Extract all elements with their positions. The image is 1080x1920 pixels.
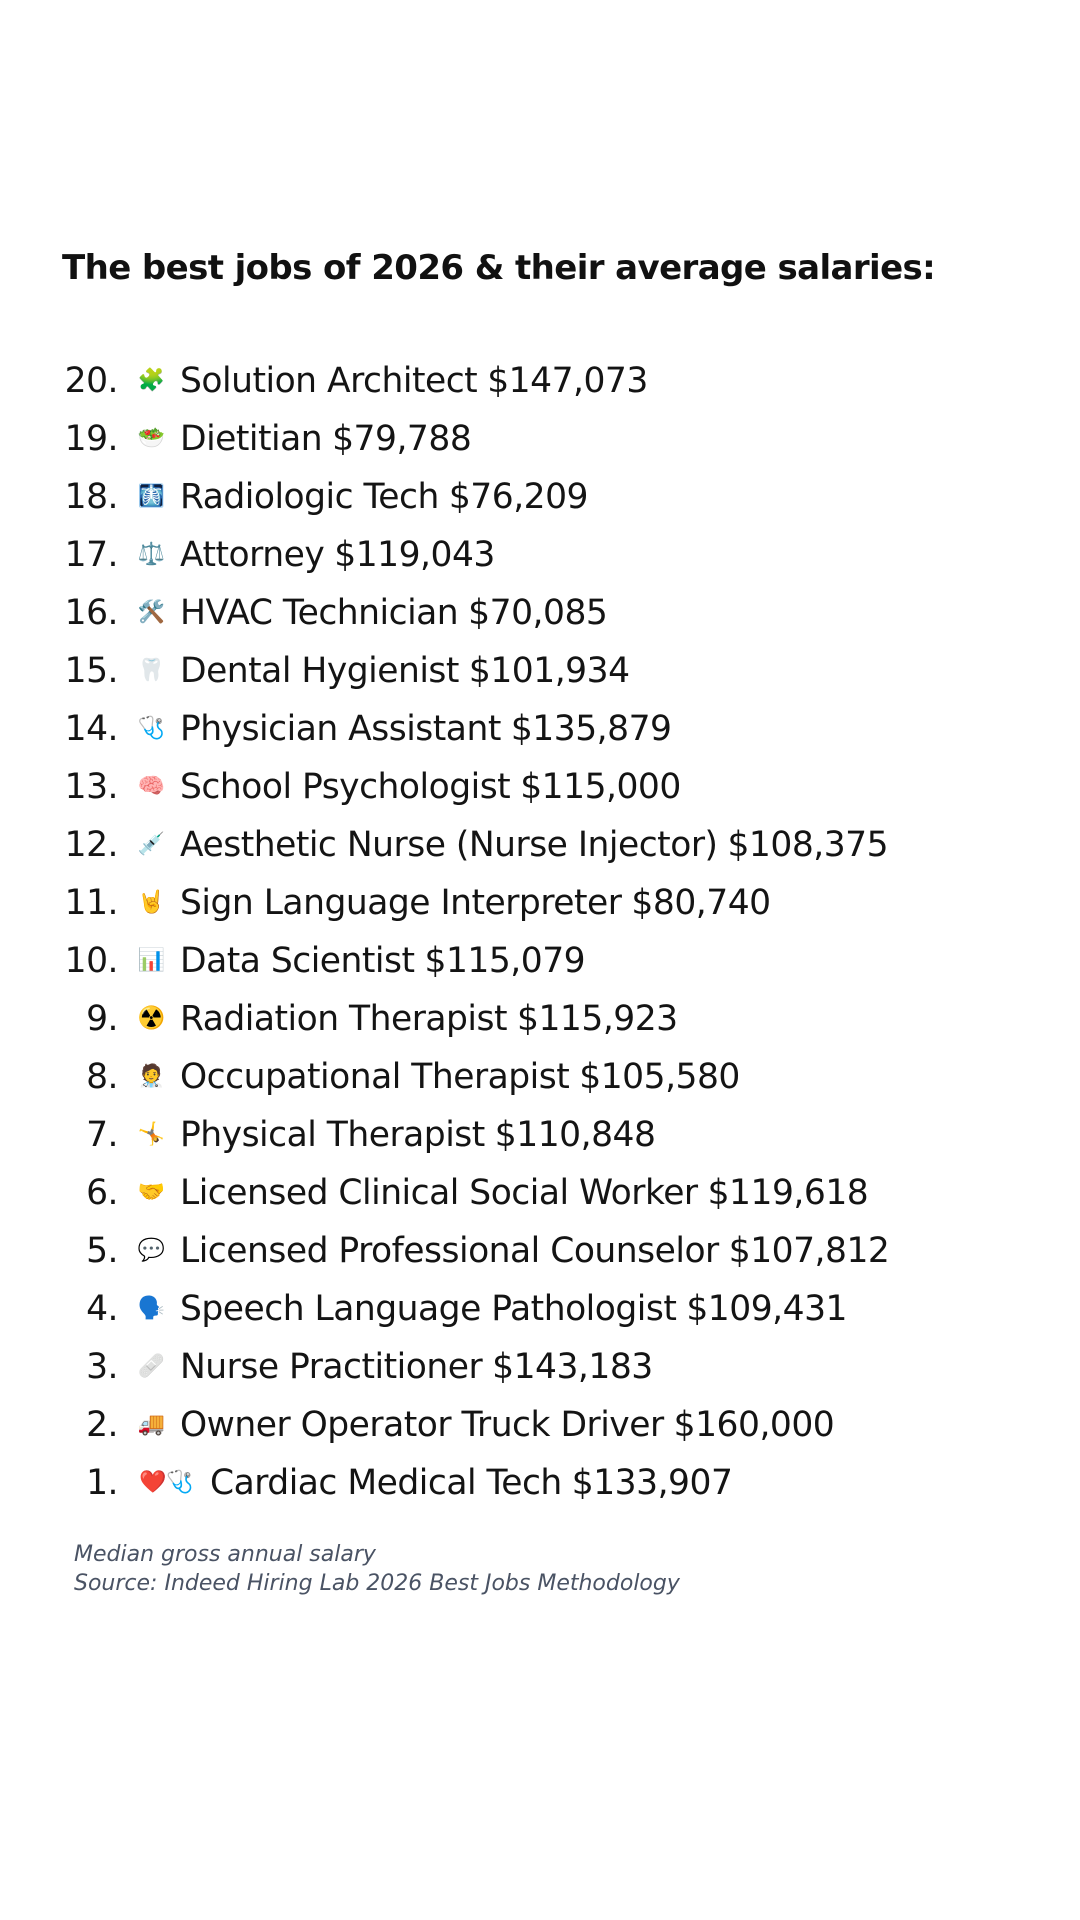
rank-number: 10. bbox=[64, 941, 118, 981]
salary-value: $76,209 bbox=[448, 477, 589, 517]
speaking-head-icon: 🗣️ bbox=[137, 1296, 165, 1321]
job-title: Attorney bbox=[180, 535, 325, 575]
rank-number: 4. bbox=[86, 1289, 118, 1329]
job-salary-list bbox=[62, 352, 1062, 1512]
job-title: Cardiac Medical Tech bbox=[210, 1463, 562, 1503]
rank-number: 11. bbox=[64, 883, 118, 923]
bar-chart-icon: 📊 bbox=[137, 948, 165, 973]
salary-value: $115,079 bbox=[424, 941, 586, 981]
footnote-source: Source: Indeed Hiring Lab 2026 Best Jobs Methodology bbox=[74, 1571, 680, 1596]
footnote bbox=[74, 1540, 680, 1598]
brain-icon: 🧠 bbox=[137, 774, 165, 799]
job-title: Occupational Therapist bbox=[180, 1057, 570, 1097]
salary-value: $101,934 bbox=[468, 651, 630, 691]
job-title: Dental Hygienist bbox=[180, 651, 459, 691]
speech-bubble-icon: 💬 bbox=[137, 1238, 165, 1263]
tools-icon: 🛠️ bbox=[137, 600, 165, 625]
salary-value: $115,923 bbox=[517, 999, 678, 1039]
rank-number: 2. bbox=[86, 1405, 118, 1445]
salary-value: $105,580 bbox=[579, 1057, 740, 1097]
rank-number: 14. bbox=[64, 709, 118, 749]
x-ray-icon: 🩻 bbox=[137, 484, 165, 509]
truck-icon: 🚚 bbox=[137, 1412, 165, 1437]
list-item bbox=[62, 1222, 1062, 1280]
salary-value: $107,812 bbox=[728, 1231, 890, 1271]
sign-hand-icon: 🤘 bbox=[137, 890, 165, 915]
list-item bbox=[62, 874, 1062, 932]
salary-value: $109,431 bbox=[686, 1289, 847, 1329]
list-item bbox=[62, 468, 1062, 526]
list-item bbox=[62, 352, 1062, 410]
job-title: Radiologic Tech bbox=[180, 477, 439, 517]
list-item bbox=[62, 526, 1062, 584]
salary-value: $108,375 bbox=[727, 825, 889, 865]
job-title: Physical Therapist bbox=[180, 1115, 485, 1155]
salary-value: $143,183 bbox=[492, 1347, 653, 1387]
job-title: Aesthetic Nurse (Nurse Injector) bbox=[180, 825, 718, 865]
list-item bbox=[62, 410, 1062, 468]
job-title: Data Scientist bbox=[180, 941, 415, 981]
footnote-note: Median gross annual salary bbox=[74, 1542, 376, 1567]
rank-number: 9. bbox=[86, 999, 118, 1039]
job-title: Nurse Practitioner bbox=[180, 1347, 483, 1387]
salary-value: $147,073 bbox=[487, 361, 648, 401]
job-title: Sign Language Interpreter bbox=[180, 883, 622, 923]
scales-icon: ⚖️ bbox=[137, 542, 165, 567]
rank-number: 5. bbox=[86, 1231, 118, 1271]
rank-number: 20. bbox=[64, 361, 118, 401]
stethoscope-icon: 🩺 bbox=[137, 716, 165, 741]
salary-value: $110,848 bbox=[494, 1115, 656, 1155]
job-title: School Psychologist bbox=[180, 767, 511, 807]
job-title: HVAC Technician bbox=[180, 593, 459, 633]
rank-number: 17. bbox=[64, 535, 118, 575]
job-title: Radiation Therapist bbox=[180, 999, 508, 1039]
list-item bbox=[62, 990, 1062, 1048]
salary-value: $119,618 bbox=[707, 1173, 869, 1213]
list-item bbox=[62, 1106, 1062, 1164]
bandage-icon: 🩹 bbox=[137, 1354, 165, 1379]
radiation-icon: ☢️ bbox=[137, 1006, 165, 1031]
list-item bbox=[62, 932, 1062, 990]
rank-number: 7. bbox=[86, 1115, 118, 1155]
rank-number: 12. bbox=[64, 825, 118, 865]
salary-value: $160,000 bbox=[673, 1405, 835, 1445]
tooth-icon: 🦷 bbox=[137, 658, 165, 683]
rank-number: 18. bbox=[64, 477, 118, 517]
job-title: Physician Assistant bbox=[180, 709, 501, 749]
list-item bbox=[62, 642, 1062, 700]
rank-number: 16. bbox=[64, 593, 118, 633]
list-item bbox=[62, 1454, 1062, 1512]
page-title: The best jobs of 2026 & their average salaries: bbox=[62, 248, 936, 288]
rank-number: 15. bbox=[64, 651, 118, 691]
salary-value: $80,740 bbox=[631, 883, 771, 923]
puzzle-icon: 🧩 bbox=[137, 368, 165, 393]
rank-number: 6. bbox=[86, 1173, 118, 1213]
salary-value: $135,879 bbox=[510, 709, 672, 749]
handshake-icon: 🤝 bbox=[137, 1180, 165, 1205]
rank-number: 13. bbox=[64, 767, 118, 807]
health-worker-icon: 🧑‍⚕️ bbox=[137, 1064, 165, 1089]
list-item bbox=[62, 1164, 1062, 1222]
job-title: Licensed Clinical Social Worker bbox=[180, 1173, 698, 1213]
rank-number: 19. bbox=[64, 419, 118, 459]
salary-value: $115,000 bbox=[520, 767, 681, 807]
list-item bbox=[62, 758, 1062, 816]
job-title: Speech Language Pathologist bbox=[180, 1289, 677, 1329]
rank-number: 3. bbox=[86, 1347, 118, 1387]
salary-value: $70,085 bbox=[468, 593, 608, 633]
salary-value: $133,907 bbox=[571, 1463, 733, 1503]
salary-value: $79,788 bbox=[332, 419, 472, 459]
job-title: Owner Operator Truck Driver bbox=[180, 1405, 664, 1445]
list-item bbox=[62, 1280, 1062, 1338]
salary-value: $119,043 bbox=[334, 535, 495, 575]
list-item bbox=[62, 1338, 1062, 1396]
list-item bbox=[62, 584, 1062, 642]
job-title: Licensed Professional Counselor bbox=[180, 1231, 719, 1271]
rank-number: 1. bbox=[86, 1463, 118, 1503]
rank-number: 8. bbox=[86, 1057, 118, 1097]
list-item bbox=[62, 1396, 1062, 1454]
list-item bbox=[62, 816, 1062, 874]
list-item bbox=[62, 1048, 1062, 1106]
job-title: Solution Architect bbox=[180, 361, 478, 401]
job-title: Dietitian bbox=[180, 419, 323, 459]
syringe-icon: 💉 bbox=[137, 832, 165, 857]
heart-stethoscope-icon: ❤️🩺 bbox=[139, 1470, 193, 1495]
list-item bbox=[62, 700, 1062, 758]
cartwheel-icon: 🤸 bbox=[137, 1122, 165, 1147]
salad-icon: 🥗 bbox=[137, 426, 165, 451]
